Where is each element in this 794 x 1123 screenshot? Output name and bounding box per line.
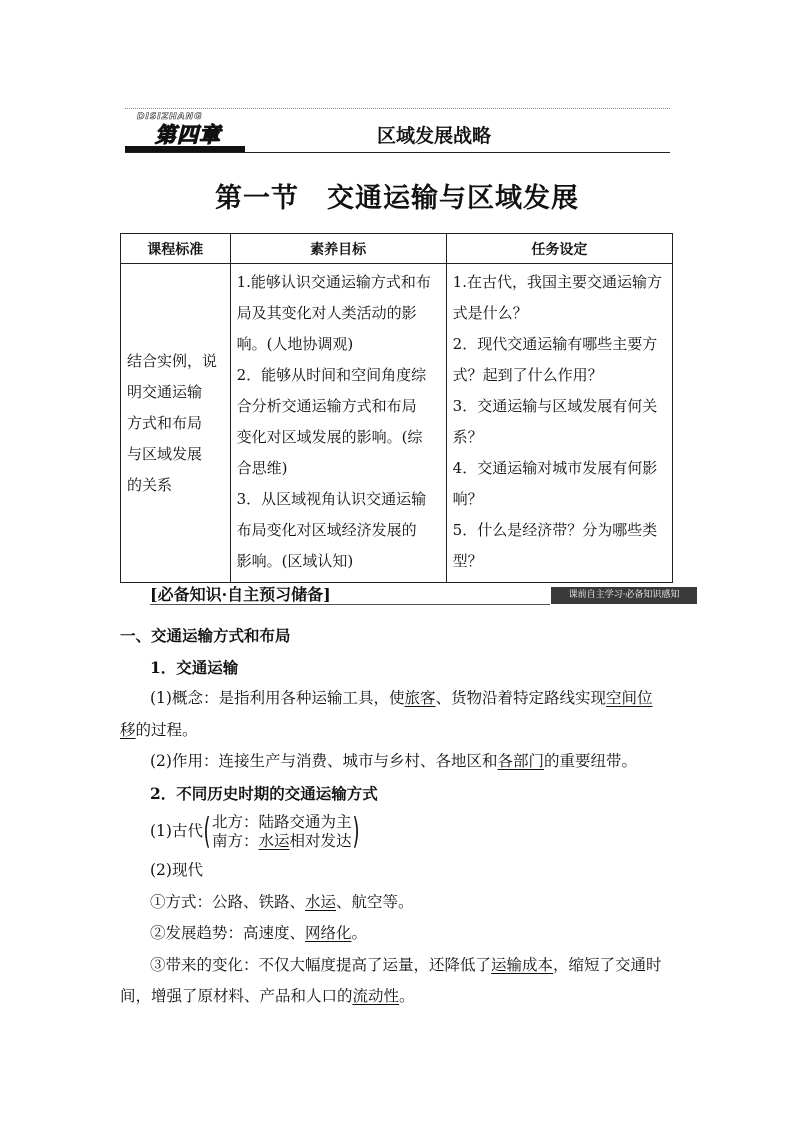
cell-line: 式是什么？ <box>452 304 528 322</box>
task-settings-cell <box>446 264 672 583</box>
text-run: (1)概念：是指利用各种运输工具，使 <box>150 689 405 707</box>
cell-line: 响。(人地协调观) <box>236 335 354 353</box>
section-banner: [必备知识·自主预习储备] <box>150 585 331 604</box>
cell-line: 结合实例，说 <box>127 351 218 370</box>
ancient-details <box>212 813 352 851</box>
heading-1-2: 2．不同历史时期的交通运输方式 <box>150 783 378 803</box>
concept-paragraph <box>120 683 680 715</box>
text-run: ，缩短了交通时 <box>553 955 662 974</box>
cell-line: 合分析交通运输方式和布局 <box>236 397 417 415</box>
standards-table <box>120 233 673 583</box>
cell-line: 明交通运输 <box>127 382 203 401</box>
text-run: 南方： <box>212 832 259 850</box>
text-run: ①方式：公路、铁路、 <box>150 892 306 911</box>
cell-line: 4．交通运输对城市发展有何影 <box>452 459 658 477</box>
curriculum-standard-cell <box>121 264 231 583</box>
cell-line: 布局变化对区域经济发展的 <box>236 521 417 539</box>
banner-underline <box>150 604 550 605</box>
text-run: (2)作用：连接生产与消费、城市与乡村、各地区和 <box>150 752 498 770</box>
cell-line: 局及其变化对人类活动的影 <box>236 304 417 322</box>
text-run: 的重要纽带。 <box>543 752 637 770</box>
heading-1-1: 1．交通运输 <box>150 657 239 677</box>
cell-line: 5．什么是经济带？分为哪些类 <box>452 521 658 539</box>
south-line <box>212 832 352 851</box>
right-brace-icon: ) <box>352 811 360 852</box>
table-header: 任务设定 <box>446 234 672 264</box>
role-paragraph <box>120 746 680 778</box>
ancient-transport <box>120 809 680 855</box>
table-header: 课程标准 <box>121 234 231 264</box>
blank-answer: 水运 <box>258 832 290 850</box>
header-rule <box>125 152 670 153</box>
change-paragraph-cont <box>120 981 680 1013</box>
ancient-label: (1)古代 <box>150 822 203 841</box>
text-run: 、货物沿着特定路线实现 <box>435 689 606 707</box>
blank-answer: 网络化 <box>305 924 352 942</box>
cell-line: 影响。(区域认知) <box>236 552 354 570</box>
cell-line: 与区域发展 <box>127 444 203 463</box>
text-run: 的过程。 <box>135 720 198 739</box>
cell-line: 型？ <box>452 552 483 570</box>
blank-answer: 空间位 <box>606 689 653 707</box>
blank-answer: 旅客 <box>404 689 436 707</box>
modes-paragraph <box>120 887 680 919</box>
section-title: 第一节 交通运输与区域发展 <box>215 183 579 214</box>
text-run: 相对发达 <box>289 832 352 850</box>
cell-line: 的关系 <box>127 475 173 494</box>
text-run: 。 <box>351 924 368 942</box>
text-run: 。 <box>399 987 415 1005</box>
modern-label: (2)现代 <box>150 861 203 879</box>
cell-line: 2．能够从时间和空间角度综 <box>236 366 427 384</box>
content-body <box>120 620 680 1013</box>
north-line: 北方：陆路交通为主 <box>212 813 352 831</box>
literacy-goals-cell <box>230 264 446 583</box>
table-row <box>121 264 673 583</box>
cell-line: 3．从区域视角认识交通运输 <box>236 490 427 508</box>
table-header: 素养目标 <box>230 234 446 264</box>
text-run: ③带来的变化：不仅大幅度提高了运量，还降低了 <box>150 955 492 974</box>
cell-line: 响？ <box>452 490 483 508</box>
table-header-row <box>121 234 673 264</box>
heading-1: 一、交通运输方式和布局 <box>120 626 291 645</box>
text-run: 、航空等。 <box>336 892 414 911</box>
cell-line: 1.在古代，我国主要交通运输方 <box>452 273 662 291</box>
blank-answer: 各部门 <box>497 752 544 770</box>
chapter-title: 区域发展战略 <box>377 125 492 147</box>
blank-answer: 流动性 <box>352 987 400 1005</box>
change-paragraph <box>120 950 680 982</box>
blank-answer: 水运 <box>305 892 337 911</box>
chapter-label: 第四章 <box>155 123 221 147</box>
left-brace-icon: ( <box>203 811 211 852</box>
cell-line: 合思维) <box>236 459 288 477</box>
blank-answer: 移 <box>120 720 136 739</box>
blank-answer: 运输成本 <box>491 955 554 974</box>
cell-line: 系？ <box>452 428 483 446</box>
concept-paragraph-cont <box>120 715 680 747</box>
section-tag: 课前自主学习·必备知识感知 <box>551 587 697 604</box>
chapter-pinyin: DISIZHANG <box>137 112 203 122</box>
cell-line: 1.能够认识交通运输方式和布 <box>236 273 431 291</box>
trend-paragraph <box>120 918 680 950</box>
cell-line: 方式和布局 <box>127 413 203 432</box>
cell-line: 式？起到了什么作用？ <box>452 366 603 384</box>
cell-line: 3．交通运输与区域发展有何关 <box>452 397 658 415</box>
text-run: 间，增强了原材料、产品和人口的 <box>120 987 353 1005</box>
cell-line: 变化对区域发展的影响。(综 <box>236 428 423 446</box>
header-dotted-line <box>125 108 670 109</box>
cell-line: 2．现代交通运输有哪些主要方 <box>452 335 658 353</box>
chapter-header <box>125 108 670 154</box>
text-run: ②发展趋势：高速度、 <box>150 924 306 942</box>
